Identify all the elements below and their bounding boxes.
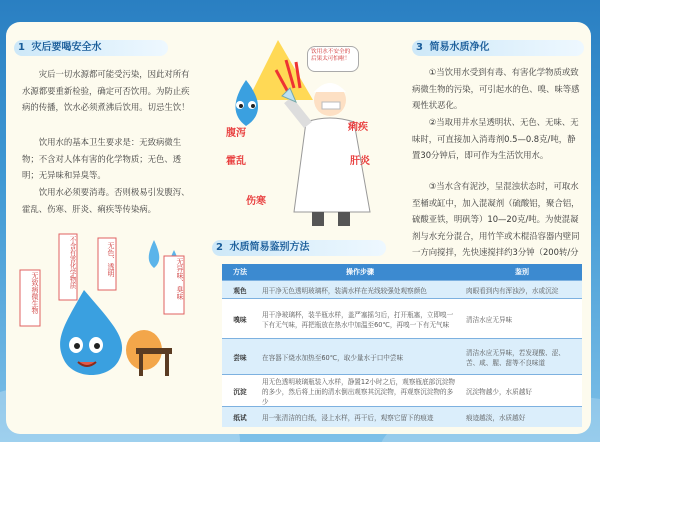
table-cell-method: 沉淀 (222, 375, 258, 407)
section3-number: 3 (416, 42, 423, 53)
section1-paragraph-1: 灾后一切水源都可能受污染，因此对所有水源都要重新检验，确定可否饮用。为防止疾病的传播，饮水必须煮沸后饮用。切忌生饮！ (22, 69, 190, 113)
section1-paragraph-3: 饮用水必须要消毒。否则极易引发腹泻、霍乱、伤寒、肝炎、痢疾等传染病。 (22, 187, 190, 214)
table-cell-steps: 用无色透明玻璃瓶装入水样，静置12小时之后，观察瓶底部沉淀物的多少，然后将上面的清水倒出观察其沉淀物，再观察沉淀物的多少 (258, 375, 462, 407)
table-cell-steps: 用干净无色透明玻璃杯，装满水样在光线较强处观察颜色 (258, 281, 462, 299)
table-row (222, 299, 582, 339)
table-cell-judge: 清洁水应无异味，若发现酸、涩、苦、咸、腥、甜等不良味道 (462, 339, 582, 375)
table-header-judge: 鉴别 (462, 264, 582, 281)
section3-paragraph-2: ②当取用井水呈透明状、无色、无味、无味时，可直接加入消毒剂0.5—0.8克/吨，静置30分钟后，即可作为生活饮用水。 (412, 117, 579, 161)
table-cell-steps: 在容器下烧水加热至60℃，取少量水于口中尝味 (258, 339, 462, 375)
section1-header (14, 40, 168, 56)
table-cell-method: 纸试 (222, 407, 258, 427)
table-cell-method: 观色 (222, 281, 258, 299)
table-cell-judge: 清洁水应无异味 (462, 299, 582, 339)
section2-number: 2 (216, 242, 223, 253)
banner-no-chemicals: 不含有害化学物质 (68, 236, 76, 289)
table-header-steps: 操作步骤 (258, 264, 462, 281)
section2-title: 水质简易鉴别方法 (229, 242, 310, 253)
section3-paragraph-1: ①当饮用水受到有毒、有害化学物质或致病微生物的污染，可引起水的色、嗅、味等感观性状恶化。 (412, 67, 580, 111)
table-row (222, 281, 582, 299)
table-row (222, 375, 582, 407)
banner-colorless: 无色、透明 (107, 242, 115, 277)
table-cell-judge: 沉淀物越少，水质越好 (462, 375, 582, 407)
disease-typhoid: 伤寒 (246, 196, 266, 207)
section1-title: 灾后要喝安全水 (31, 42, 102, 53)
table-header-method: 方法 (222, 264, 258, 281)
table-cell-steps: 用一张清洁的白纸，浸上水样，再干后，观察它留下的痕迹 (258, 407, 462, 427)
banner-no-odor: 无异味、臭味 (176, 258, 184, 300)
table-row (222, 407, 582, 427)
section1-number: 1 (18, 42, 25, 53)
water-quality-table (222, 264, 582, 427)
disease-cholera: 霍乱 (226, 156, 246, 167)
disease-hepatitis: 肝炎 (350, 156, 370, 167)
section2-header (212, 240, 386, 256)
speech-bubble-text: 饮用水不安全的后果太可怕啦！ (311, 49, 351, 62)
table-cell-judge: 痕迹越淡，水质越好 (462, 407, 582, 427)
table-cell-steps: 用干净玻璃杯，装半瓶水样，盖严塞摇匀后，打开瓶塞，立即嗅一下有无气味，再把瓶放在热水中加温至60℃，再嗅一下有无气味 (258, 299, 462, 339)
banner-no-microbes: 无致病微生物 (31, 272, 39, 314)
table-cell-judge: 肉眼看到内有浑浊沙，水或沉淀 (462, 281, 582, 299)
speech-bubble (307, 46, 359, 72)
disease-diarrhea: 腹泻 (226, 128, 246, 139)
disease-dysentery: 痢疾 (348, 122, 368, 133)
table-row (222, 339, 582, 375)
table-cell-method: 尝味 (222, 339, 258, 375)
section3-header (412, 40, 584, 56)
section3-title: 简易水质净化 (429, 42, 490, 53)
section3-paragraph-3: ③当水含有泥沙，呈混浊状态时，可取水至桶或缸中，加入混凝剂（硫酸铝，聚合铝，硫酸亚铁，明矾等）10—20克/吨。为使混凝剂与水充分混合，用竹竿或木棍沿容器内壁同一方向搅拌，先快速搅拌约3分钟（200转/分 (412, 181, 580, 258)
section1-paragraph-2: 饮用水的基本卫生要求是：无致病微生物；不含对人体有害的化学物质；无色、透明；无异味和异臭等。 (22, 137, 182, 181)
table-cell-method: 嗅味 (222, 299, 258, 339)
